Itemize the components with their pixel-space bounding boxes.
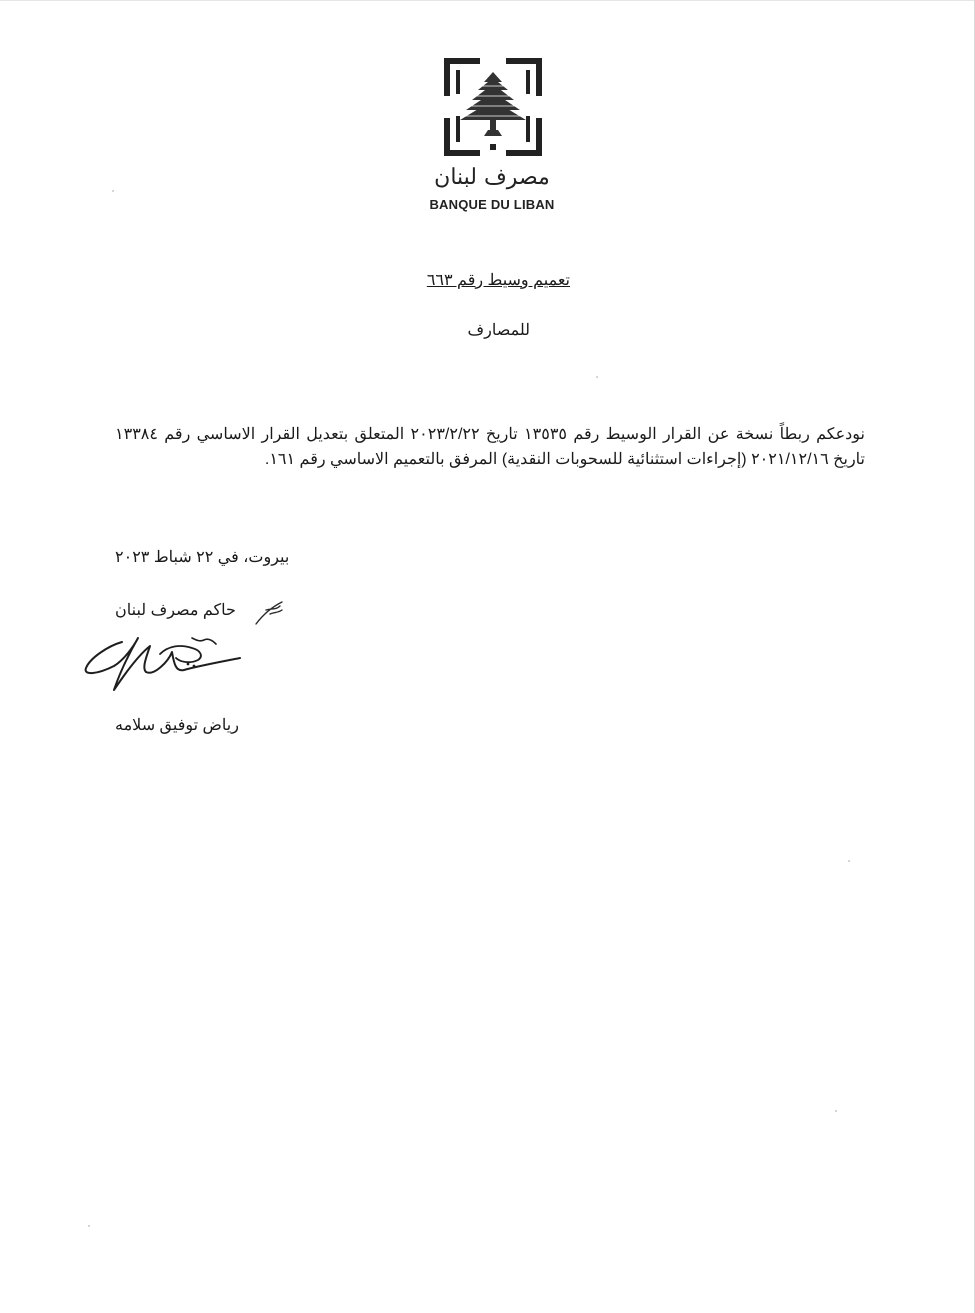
- body-paragraph: نودعكم ربطاً نسخة عن القرار الوسيط رقم ١٣٥٣٥ تاريخ ٢٠٢٣/٢/٢٢ المتعلق بتعديل القرار الاساسي رقم ١٣٣٨٤ تاريخ ٢٠٢١/١٢/١٦ (إجراءات استثنائية للسحوبات النقدية) المرفق بالتعميم الاساسي رقم ١٦١.: [115, 426, 865, 468]
- circular-title: تعميم وسيط رقم ٦٦٣: [426, 272, 570, 289]
- governor-title: حاكم مصرف لبنان: [115, 602, 236, 619]
- bank-name-arabic: مصرف لبنان: [434, 165, 550, 190]
- governor-name: رياض توفيق سلامه: [115, 717, 239, 734]
- page-top-edge: [0, 0, 975, 1]
- scan-speck: [835, 1110, 837, 1112]
- scan-speck: [88, 1225, 90, 1227]
- bank-name-english: BANQUE DU LIBAN: [429, 197, 555, 212]
- place-date: بيروت، في ٢٢ شباط ٢٠٢٣: [115, 549, 290, 566]
- scan-speck: [112, 190, 114, 192]
- cedar-tree-icon: [440, 56, 546, 158]
- signature-mark: [80, 632, 245, 694]
- initial-mark-icon: [252, 598, 286, 628]
- scan-speck: [596, 376, 598, 378]
- recipient-line: للمصارف: [467, 322, 530, 339]
- scan-speck: [848, 860, 850, 862]
